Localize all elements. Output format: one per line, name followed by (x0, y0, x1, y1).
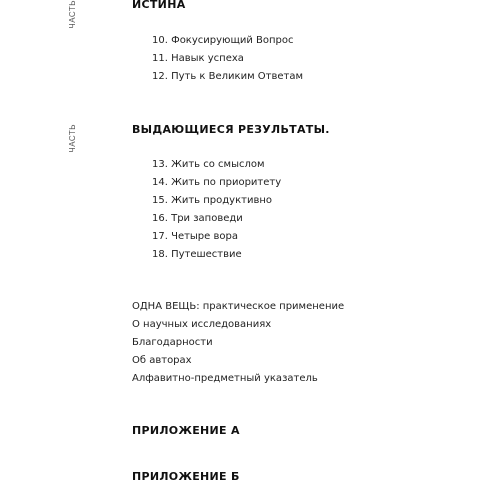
section-list-1 (152, 32, 303, 86)
toc-entry[interactable]: Об авторах (132, 355, 192, 366)
part-label-1: ЧАСТЬ (68, 0, 77, 29)
toc-entry[interactable]: 15. Жить продуктивно (152, 195, 272, 206)
section-title-1: ИСТИНА (132, 0, 186, 11)
toc-entry[interactable]: 14. Жить по приоритету (152, 177, 282, 188)
toc-entry[interactable]: ОДНА ВЕЩЬ: практическое применение (132, 301, 345, 312)
toc-entry[interactable]: 10. Фокусирующий Вопрос (152, 35, 294, 46)
toc-entry[interactable]: 16. Три заповеди (152, 213, 243, 224)
appendix-b-title[interactable]: ПРИЛОЖЕНИЕ Б (132, 470, 240, 483)
toc-entry[interactable]: 13. Жить со смыслом (152, 159, 265, 170)
section-title-2: ВЫДАЮЩИЕСЯ РЕЗУЛЬТАТЫ. (132, 123, 330, 136)
toc-entry[interactable]: Алфавитно-предметный указатель (132, 373, 318, 384)
toc-entry[interactable]: 12. Путь к Великим Ответам (152, 71, 304, 82)
appendix-a-title[interactable]: ПРИЛОЖЕНИЕ А (132, 424, 240, 437)
toc-entry[interactable]: Благодарности (132, 337, 213, 348)
toc-entry[interactable]: 18. Путешествие (152, 249, 242, 260)
toc-entry[interactable]: 11. Навык успеха (152, 53, 244, 64)
section-list-2 (152, 156, 281, 264)
toc-entry[interactable]: О научных исследованиях (132, 319, 272, 330)
back-matter-list (132, 298, 344, 388)
part-label-2: ЧАСТЬ (68, 124, 77, 153)
toc-entry[interactable]: 17. Четыре вора (152, 231, 238, 242)
